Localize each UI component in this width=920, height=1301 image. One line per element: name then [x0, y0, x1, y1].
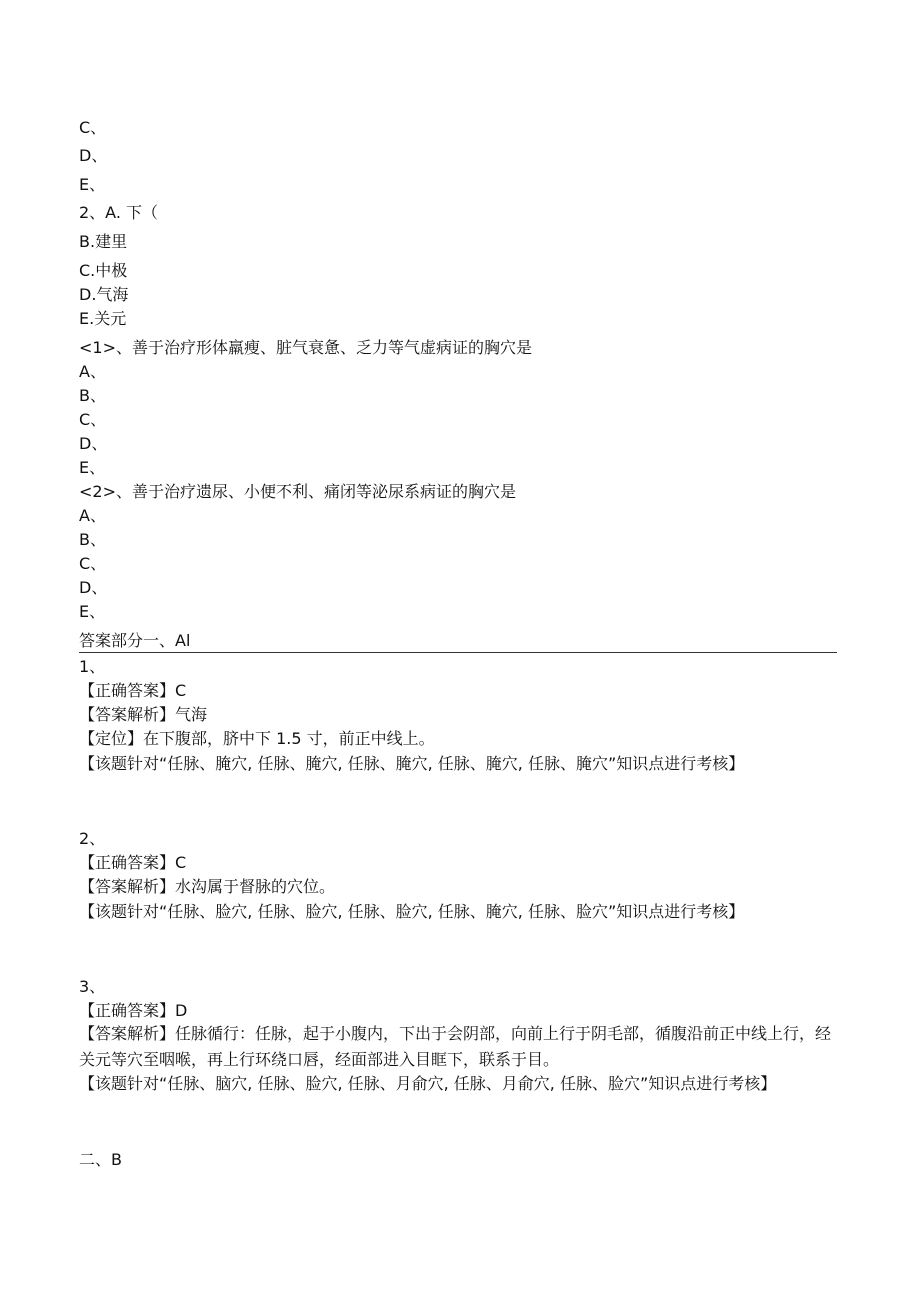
sub1-option-d: D、: [79, 434, 108, 453]
section-divider: [79, 652, 837, 653]
answer-2-number: 2、: [79, 829, 106, 848]
sub2-option-e: E、: [79, 602, 106, 621]
answer-3-number: 3、: [79, 977, 106, 996]
sub2-option-a: A、: [79, 506, 106, 525]
q1-option-c: C、: [79, 118, 107, 137]
sub2-option-d: D、: [79, 578, 108, 597]
sub1-option-e: E、: [79, 458, 106, 477]
answer-section-title: 答案部分一、Al: [79, 631, 191, 650]
answer-3-analysis: 【答案解析】任脉循行：任脉，起于小腹内，下出于会阴部，向前上行于阴毛部，循腹沿前正中线上行，经关元等穴至咽喉，再上行环绕口唇，经面部进入目眶下，联系于目。: [79, 1024, 832, 1069]
q1-option-d: D、: [79, 146, 108, 165]
answer-1-location: 【定位】在下腹部，脐中下 1.5 寸，前正中线上。: [79, 729, 435, 748]
q2-option-b: B.建里: [79, 232, 128, 251]
sub1-option-c: C、: [79, 410, 107, 429]
answer-1-analysis: 【答案解析】气海: [79, 705, 208, 724]
q2-option-d: D.气海: [79, 285, 129, 304]
answer-1-number: 1、: [79, 657, 106, 676]
answer-3-correct: 【正确答案】D: [79, 1001, 188, 1020]
answer-2-correct: 【正确答案】C: [79, 853, 187, 872]
q1-option-e: E、: [79, 175, 106, 194]
answer-2-topic: 【该题针对“任脉、脸穴, 任脉、脸穴, 任脉、脸穴, 任脉、腌穴, 任脉、脸穴”知识点进行考核】: [79, 902, 745, 921]
answer-1-correct: 【正确答案】C: [79, 681, 187, 700]
q2-header: 2、A. 下（: [79, 203, 159, 222]
sub2-option-c: C、: [79, 554, 107, 573]
sub1-option-b: B、: [79, 386, 106, 405]
sub2-question: <2>、善于治疗遗尿、小便不利、痛闭等泌尿系病证的胸穴是: [79, 482, 516, 501]
q2-option-e: E.关元: [79, 309, 127, 328]
answer-2-analysis: 【答案解析】水沟属于督脉的穴位。: [79, 877, 336, 896]
sub2-option-b: B、: [79, 530, 106, 549]
sub1-question: <1>、善于治疗形体羸瘦、脏气衰惫、乏力等气虚病证的胸穴是: [79, 338, 532, 357]
section-two-heading: 二、B: [79, 1150, 122, 1169]
sub1-option-a: A、: [79, 362, 106, 381]
answer-3-topic: 【该题针对“任脉、脑穴, 任脉、脸穴, 任脉、月俞穴, 任脉、月俞穴, 任脉、脸穴”知识点进行考核】: [79, 1074, 777, 1093]
q2-option-c: C.中极: [79, 261, 128, 280]
answer-1-topic: 【该题针对“任脉、腌穴, 任脉、腌穴, 任脉、腌穴, 任脉、腌穴, 任脉、腌穴”知识点进行考核】: [79, 754, 745, 773]
